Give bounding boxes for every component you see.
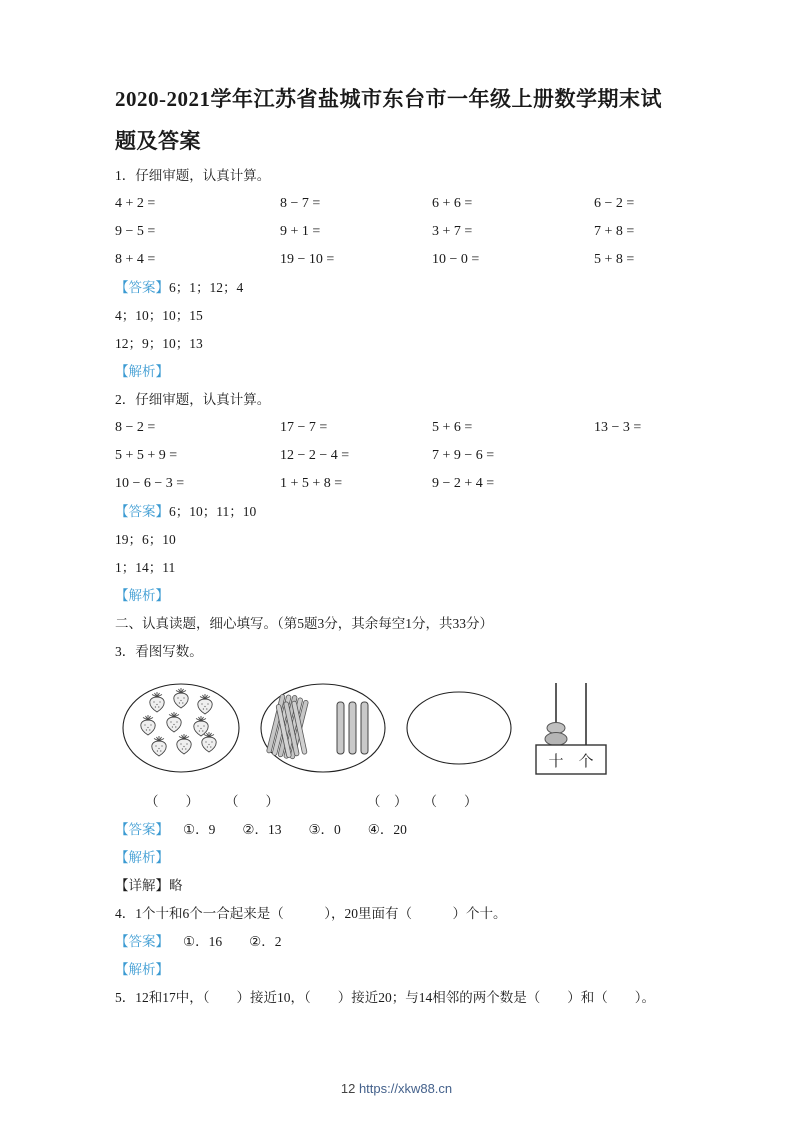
equation-cell: 5 + 5 + 9 = (115, 448, 178, 463)
equation-cell: 17 − 7 = (280, 420, 328, 435)
equation-cell: 6 − 2 = (594, 196, 635, 211)
equation-cell (594, 442, 683, 470)
equation-row (115, 190, 683, 218)
footer-link[interactable]: https://xkw88.cn (358, 1081, 453, 1096)
answer-label: 【答案】 (115, 504, 169, 519)
q2-answer-line-1 (115, 498, 683, 526)
q4-prompt: 4．1个十和6个一合起来是（ ），20里面有（ ）个十。 (115, 906, 507, 921)
answer-blank: （ ） (145, 794, 199, 809)
answer-label: 【答案】 (115, 280, 169, 295)
q5-prompt: 5．12和17中，（ ）接近10，（ ）接近20；与14相邻的两个数是（ ）和（ ）。 (115, 990, 655, 1005)
q2-prompt: 2．仔细审题，认真计算。 (115, 392, 271, 407)
answer-blank: （ ） (367, 794, 408, 809)
equation-cell: 10 − 6 − 3 = (115, 476, 185, 491)
analysis-label: 【解析】 (115, 588, 169, 603)
equation-cell: 3 + 7 = (432, 224, 473, 239)
q3-detail-text: 略 (169, 878, 183, 893)
q2-answer-values-1: 6；10；11；10 (169, 504, 257, 519)
q1-answer-line-3: 12；9；10；13 (115, 336, 203, 351)
empty-oval-image (405, 690, 513, 766)
detail-label: 【详解】 (115, 878, 169, 893)
q1-prompt: 1．仔细审题，认真计算。 (115, 168, 271, 183)
equation-cell: 8 − 7 = (280, 196, 321, 211)
equation-cell: 7 + 8 = (594, 224, 635, 239)
equation-cell: 12 − 2 − 4 = (280, 448, 350, 463)
page-number: 12 (340, 1081, 356, 1096)
q3-answer-line (115, 816, 683, 844)
q3-answer-values: ①．9 ②．13 ③．0 ④．20 (183, 822, 407, 837)
equation-cell (594, 470, 683, 498)
q3-detail-line (115, 872, 683, 900)
question-1 (115, 162, 683, 386)
equation-cell: 5 + 8 = (594, 252, 635, 267)
equation-cell: 7 + 9 − 6 = (432, 448, 495, 463)
equation-cell: 10 − 0 = (432, 252, 480, 267)
equation-cell: 13 − 3 = (594, 420, 642, 435)
analysis-label: 【解析】 (115, 364, 169, 379)
equation-cell: 8 + 4 = (115, 252, 156, 267)
equation-cell: 1 + 5 + 8 = (280, 476, 343, 491)
equation-row (115, 246, 683, 274)
abacus-tens-label: 十 (548, 754, 564, 770)
equation-cell: 19 − 10 = (280, 252, 335, 267)
q3-analysis-line (115, 844, 683, 872)
equation-row (115, 442, 683, 470)
q1-answer-values-1: 6；1；12；4 (169, 280, 244, 295)
q2-answer-line-3: 1；14；11 (115, 560, 176, 575)
q3-prompt: 3．看图写数。 (115, 644, 203, 659)
question-4 (115, 900, 683, 984)
q1-analysis-line (115, 358, 683, 386)
answer-blank: （ ） (225, 794, 279, 809)
equation-cell: 6 + 6 = (432, 196, 473, 211)
question-2 (115, 386, 683, 610)
equation-cell: 5 + 6 = (432, 420, 473, 435)
q3-images (115, 672, 683, 784)
analysis-label: 【解析】 (115, 962, 169, 977)
analysis-label: 【解析】 (115, 850, 169, 865)
equation-row (115, 470, 683, 498)
q1-answer-line-2: 4；10；10；15 (115, 308, 203, 323)
q4-answer-values: ①．16 ②．2 (183, 934, 282, 949)
equation-cell: 9 + 1 = (280, 224, 321, 239)
single-stick (337, 702, 344, 754)
abacus-base-box (536, 745, 606, 774)
equation-cell: 9 − 5 = (115, 224, 156, 239)
sticks-image (259, 682, 387, 774)
question-5 (115, 984, 683, 1012)
single-stick (349, 702, 356, 754)
answer-blank: （ ） (423, 794, 478, 809)
equation-cell: 9 − 2 + 4 = (432, 476, 495, 491)
equation-cell: 4 + 2 = (115, 196, 156, 211)
answer-label: 【答案】 (115, 822, 169, 837)
question-3 (115, 638, 683, 900)
q4-analysis-line (115, 956, 683, 984)
q1-answer-line-1 (115, 274, 683, 302)
abacus-bead (547, 723, 565, 734)
abacus-image (535, 681, 607, 775)
equation-row (115, 414, 683, 442)
single-stick (361, 702, 368, 754)
strawberries-image (121, 682, 241, 774)
page-title: 2020-2021学年江苏省盐城市东台市一年级上册数学期末试题及答案 (115, 87, 662, 153)
section-2-heading: 二、认真读题，细心填写。（第5题3分，其余每空1分，共33分） (115, 616, 493, 631)
q4-answer-line (115, 928, 683, 956)
q2-analysis-line (115, 582, 683, 610)
abacus-bead (545, 733, 567, 746)
page-footer (0, 1081, 793, 1096)
q3-blanks (115, 788, 683, 816)
q2-answer-line-2: 19；6；10 (115, 532, 176, 547)
equation-cell: 8 − 2 = (115, 420, 156, 435)
q2-equation-grid (115, 414, 683, 498)
q1-equation-grid (115, 190, 683, 274)
equation-row (115, 218, 683, 246)
answer-label: 【答案】 (115, 934, 169, 949)
abacus-ones-label: 个 (578, 754, 594, 770)
